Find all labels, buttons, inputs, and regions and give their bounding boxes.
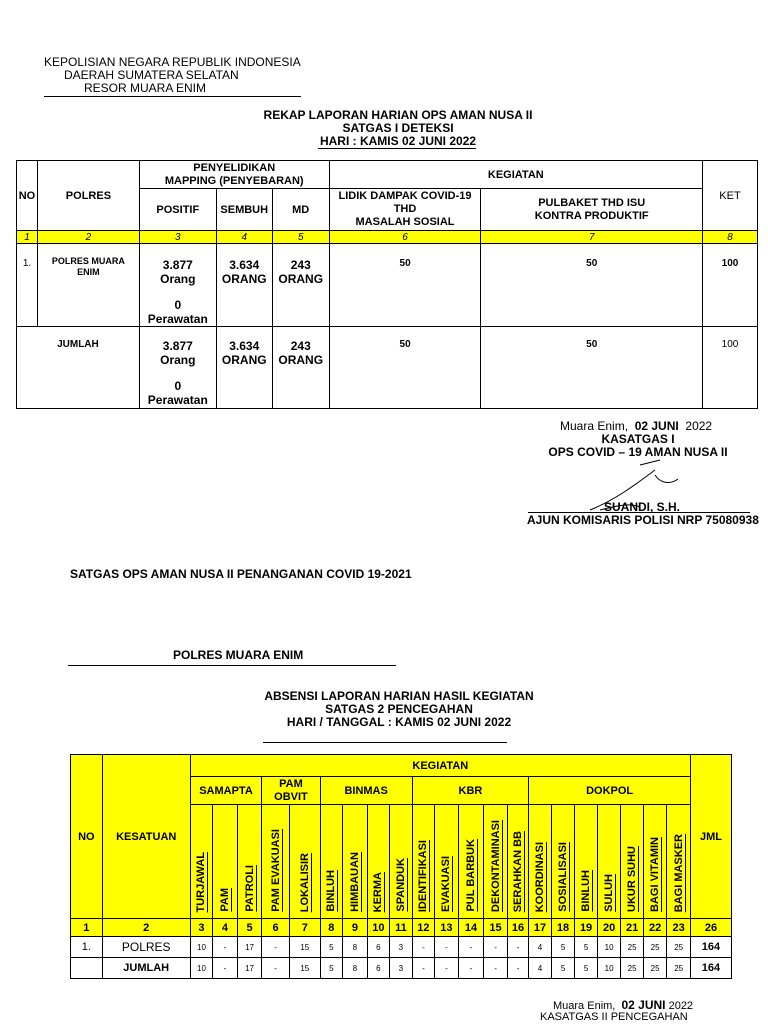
signature2-role-1: KASATGAS II PENCEGAHAN <box>540 1011 688 1023</box>
col-evakuasi <box>435 805 459 919</box>
row-value: 6 <box>367 937 390 958</box>
total-value: - <box>213 958 238 979</box>
col-label: KERMA <box>372 871 385 912</box>
row-polres-line-1: POLRES MUARA <box>51 256 125 266</box>
positif-header: POSITIF <box>139 189 216 231</box>
total-value: - <box>412 958 435 979</box>
total-ket: 100 <box>703 327 758 409</box>
kegiatan-header: KEGIATAN <box>329 161 702 189</box>
total-sembuh <box>216 327 272 409</box>
index-cell: 2 <box>102 919 190 937</box>
row-value: 3 <box>390 937 413 958</box>
md-header: MD <box>272 189 329 231</box>
total-row <box>71 958 732 979</box>
row-value: 15 <box>289 937 320 958</box>
index-cell: 22 <box>643 919 667 937</box>
index-cell: 11 <box>390 919 413 937</box>
rekap-table-body <box>16 230 758 409</box>
total-md <box>272 327 329 409</box>
index-cell: 8 <box>703 231 758 244</box>
sembuh-header: SEMBUH <box>216 189 272 231</box>
total-value: - <box>262 958 290 979</box>
col-label: SOSIALISASI <box>557 842 570 912</box>
total-value: 6 <box>367 958 390 979</box>
total-value: 10 <box>190 958 213 979</box>
index-cell: 12 <box>412 919 435 937</box>
sembuh-value: 3.634 <box>229 258 260 272</box>
penyelidikan-label: PENYELIDIKAN <box>193 161 276 174</box>
row-sembuh <box>216 244 272 327</box>
report1-title-1: REKAP LAPORAN HARIAN OPS AMAN NUSA II <box>263 108 533 122</box>
row-value: 5 <box>575 937 598 958</box>
col-spanduk <box>390 805 413 919</box>
row-jml: 164 <box>690 937 731 958</box>
index-cell: 13 <box>435 919 459 937</box>
sembuh-unit: ORANG <box>221 353 267 367</box>
header-line-3: RESOR MUARA ENIM <box>84 81 207 95</box>
col-pul-barbuk <box>458 805 484 919</box>
positif-value: 3.877 <box>162 258 193 272</box>
row-positif <box>139 244 216 327</box>
signature1-place: Muara Enim <box>560 419 625 433</box>
row-name: POLRES <box>102 937 190 958</box>
md-unit: ORANG <box>278 353 324 367</box>
total-jml: 164 <box>690 958 731 979</box>
row-value: - <box>458 937 484 958</box>
col-label: KOORDINASI <box>534 841 547 912</box>
col-label: DEKONTAMINASI <box>489 819 502 912</box>
index-cell: 10 <box>367 919 390 937</box>
perawatan-value: 0 <box>174 298 182 312</box>
row-value: - <box>262 937 290 958</box>
total-value: 15 <box>289 958 320 979</box>
index-cell: 4 <box>213 919 238 937</box>
row-value: - <box>213 937 238 958</box>
no-header: NO <box>71 755 103 919</box>
ket-header: KET <box>703 161 758 231</box>
table-row <box>71 937 732 958</box>
sembuh-value: 3.634 <box>229 339 260 353</box>
row-value: 5 <box>320 937 343 958</box>
total-positif <box>139 327 216 409</box>
col-binluh-2 <box>575 805 598 919</box>
index-cell: 3 <box>139 231 216 244</box>
report1-title-3: HARI : KAMIS 02 JUNI 2022 <box>319 134 477 148</box>
section2-polres: POLRES MUARA ENIM <box>173 648 304 662</box>
md-unit: ORANG <box>278 272 324 286</box>
index-cell: 6 <box>329 231 481 244</box>
col-pam-evakuasi <box>262 805 290 919</box>
col-label: PAM EVAKUASI <box>269 829 282 912</box>
col-patroli <box>237 805 262 919</box>
index-cell: 17 <box>529 919 552 937</box>
header-underline <box>44 96 301 97</box>
row-pulbaket: 50 <box>481 244 703 327</box>
group-dokpol: DOKPOL <box>529 777 691 805</box>
index-cell: 14 <box>458 919 484 937</box>
col-label: BINLUH <box>325 870 338 912</box>
index-cell: 7 <box>289 919 320 937</box>
kesatuan-header: KESATUAN <box>102 755 190 919</box>
md-value: 243 <box>290 339 311 353</box>
pulbaket-header <box>481 189 703 231</box>
section2-title: SATGAS OPS AMAN NUSA II PENANGANAN COVID 19-2021 <box>70 567 412 581</box>
col-label: PAM <box>218 888 231 912</box>
perawatan-label: Perawatan <box>147 312 208 326</box>
col-lokalisir <box>289 805 320 919</box>
positif-unit: Orang <box>160 272 196 286</box>
total-row <box>17 327 758 409</box>
row-value: 5 <box>551 937 575 958</box>
col-label: UKUR SUHU <box>626 846 639 912</box>
index-cell: 18 <box>551 919 575 937</box>
row-lidik: 50 <box>329 244 481 327</box>
row-value: 8 <box>343 937 368 958</box>
col-label: SULUH <box>603 874 616 912</box>
positif-value: 3.877 <box>162 339 193 353</box>
col-ukur-suhu <box>621 805 644 919</box>
col-label: LOKALISIR <box>298 852 311 912</box>
group-samapta: SAMAPTA <box>190 777 262 805</box>
col-bagi-vitamin <box>643 805 667 919</box>
col-suluh <box>597 805 621 919</box>
pulbaket-label-1: PULBAKET THD ISU <box>538 196 646 209</box>
mapping-label: MAPPING (PENYEBARAN) <box>164 174 304 187</box>
col-polres-header: POLRES <box>37 161 139 231</box>
col-label: PUL BARBUK <box>464 839 477 912</box>
total-label: JUMLAH <box>102 958 190 979</box>
signature1-name: SUANDI, S.H. <box>604 500 681 514</box>
row-ket: 100 <box>703 244 758 327</box>
col-label: SERAHKAN BB <box>512 830 525 912</box>
index-row <box>17 231 758 244</box>
signature2-place: Muara Enim, <box>553 1000 616 1012</box>
row-value: 4 <box>529 937 552 958</box>
index-cell: 26 <box>690 919 731 937</box>
signature1-date-day: 02 JUNI <box>634 419 679 433</box>
index-cell: 5 <box>237 919 262 937</box>
report1-title-underline <box>318 148 476 149</box>
col-label: SPANDUK <box>394 858 407 912</box>
signature1-rank: AJUN KOMISARIS POLISI NRP 75080938 <box>527 513 759 527</box>
row-value: 10 <box>597 937 621 958</box>
total-value: 25 <box>643 958 667 979</box>
lidik-label-2: THD <box>393 203 417 215</box>
index-cell: 1 <box>71 919 103 937</box>
index-cell: 19 <box>575 919 598 937</box>
row-value: - <box>412 937 435 958</box>
report2-title-underline <box>263 742 507 743</box>
index-cell: 23 <box>667 919 691 937</box>
total-value: 5 <box>575 958 598 979</box>
index-cell: 20 <box>597 919 621 937</box>
total-value: 25 <box>667 958 691 979</box>
col-dekontaminasi <box>484 805 508 919</box>
total-value: 10 <box>597 958 621 979</box>
report1-title-2: SATGAS I DETEKSI <box>342 121 454 135</box>
signature2-year: 2022 <box>668 1000 694 1012</box>
col-turjawal <box>190 805 213 919</box>
table-row <box>17 244 758 327</box>
header-line-1: KEPOLISIAN NEGARA REPUBLIK INDONESIA <box>44 55 301 69</box>
index-cell: 2 <box>37 231 139 244</box>
index-cell: 7 <box>481 231 703 244</box>
index-cell: 21 <box>621 919 644 937</box>
col-sosialisasi <box>551 805 575 919</box>
kegiatan-header: KEGIATAN <box>190 755 690 777</box>
col-label: BAGI MASKER <box>672 833 685 912</box>
row-no: 1. <box>71 937 103 958</box>
signature1-year: 2022 <box>685 419 713 433</box>
lidik-header <box>329 189 481 231</box>
total-value: 17 <box>237 958 262 979</box>
col-bagi-masker <box>667 805 691 919</box>
absensi-table <box>70 754 732 979</box>
col-kerma <box>367 805 390 919</box>
total-value: 5 <box>551 958 575 979</box>
col-label: IDENTIFIKASI <box>417 839 430 912</box>
total-value: 8 <box>343 958 368 979</box>
row-value: 10 <box>190 937 213 958</box>
row-polres <box>37 244 139 327</box>
index-cell: 16 <box>507 919 528 937</box>
signature2-date-day: 02 JUNI <box>621 998 666 1012</box>
sembuh-unit: ORANG <box>221 272 267 286</box>
report2-title-2: SATGAS 2 PENCEGAHAN <box>325 702 473 716</box>
lidik-label-1: LIDIK DAMPAK COVID-19 <box>338 190 472 202</box>
positif-unit: Orang <box>160 353 196 367</box>
row-value: - <box>435 937 459 958</box>
perawatan-label: Perawatan <box>147 393 208 407</box>
index-row <box>71 919 732 937</box>
row-value: - <box>507 937 528 958</box>
total-label: JUMLAH <box>17 327 140 409</box>
index-cell: 6 <box>262 919 290 937</box>
col-himbauan <box>343 805 368 919</box>
signature1-role-1: KASATGAS I <box>601 432 675 446</box>
total-value: 5 <box>320 958 343 979</box>
total-pulbaket: 50 <box>481 327 703 409</box>
signature1-date: Muara Enim, 02 JUNI 2022 <box>560 419 713 433</box>
col-koordinasi <box>529 805 552 919</box>
total-value: - <box>458 958 484 979</box>
group-binmas: BINMAS <box>320 777 412 805</box>
index-cell: 5 <box>272 231 329 244</box>
col-label: EVAKUASI <box>440 855 453 912</box>
col-binluh <box>320 805 343 919</box>
md-value: 243 <box>290 258 311 272</box>
row-value: 25 <box>621 937 644 958</box>
index-cell: 15 <box>484 919 508 937</box>
col-label: BINLUH <box>580 870 593 912</box>
total-value: - <box>507 958 528 979</box>
index-cell: 3 <box>190 919 213 937</box>
index-cell: 8 <box>320 919 343 937</box>
index-cell: 4 <box>216 231 272 244</box>
report2-title-1: ABSENSI LAPORAN HARIAN HASIL KEGIATAN <box>264 689 534 703</box>
signature1-role-2: OPS COVID – 19 AMAN NUSA II <box>548 445 728 459</box>
group-kbr: KBR <box>412 777 529 805</box>
total-value: 4 <box>529 958 552 979</box>
total-value: - <box>435 958 459 979</box>
row-value: 25 <box>667 937 691 958</box>
col-label: HIMBAUAN <box>348 852 361 912</box>
report2-title-3: HARI / TANGGAL : KAMIS 02 JUNI 2022 <box>286 715 512 729</box>
col-serahkan-bb <box>507 805 528 919</box>
penyelidikan-header <box>139 161 329 189</box>
index-cell: 9 <box>343 919 368 937</box>
perawatan-value: 0 <box>174 379 182 393</box>
row-value: 17 <box>237 937 262 958</box>
jml-header: JML <box>690 755 731 919</box>
pulbaket-label-2: KONTRA PRODUKTIF <box>534 209 649 222</box>
total-value: - <box>484 958 508 979</box>
index-cell: 1 <box>17 231 38 244</box>
header-line-2: DAERAH SUMATERA SELATAN <box>64 68 239 82</box>
row-polres-line-2: ENIM <box>77 267 100 277</box>
col-label: PATROLI <box>243 865 256 912</box>
total-value: 3 <box>390 958 413 979</box>
section2-polres-underline <box>68 665 396 666</box>
col-label: BAGI VITAMIN <box>649 837 662 912</box>
col-no-header: NO <box>17 161 38 231</box>
group-pam-obvit: PAM OBVIT <box>262 777 320 805</box>
col-identifikasi <box>412 805 435 919</box>
row-value: 25 <box>643 937 667 958</box>
total-value: 25 <box>621 958 644 979</box>
col-label: TURJAWAL <box>195 851 208 912</box>
rekap-table <box>16 160 758 231</box>
total-lidik: 50 <box>329 327 481 409</box>
lidik-label-3: MASALAH SOSIAL <box>355 216 455 228</box>
row-value: - <box>484 937 508 958</box>
col-pam <box>213 805 238 919</box>
row-no: 1. <box>17 244 38 327</box>
row-md <box>272 244 329 327</box>
